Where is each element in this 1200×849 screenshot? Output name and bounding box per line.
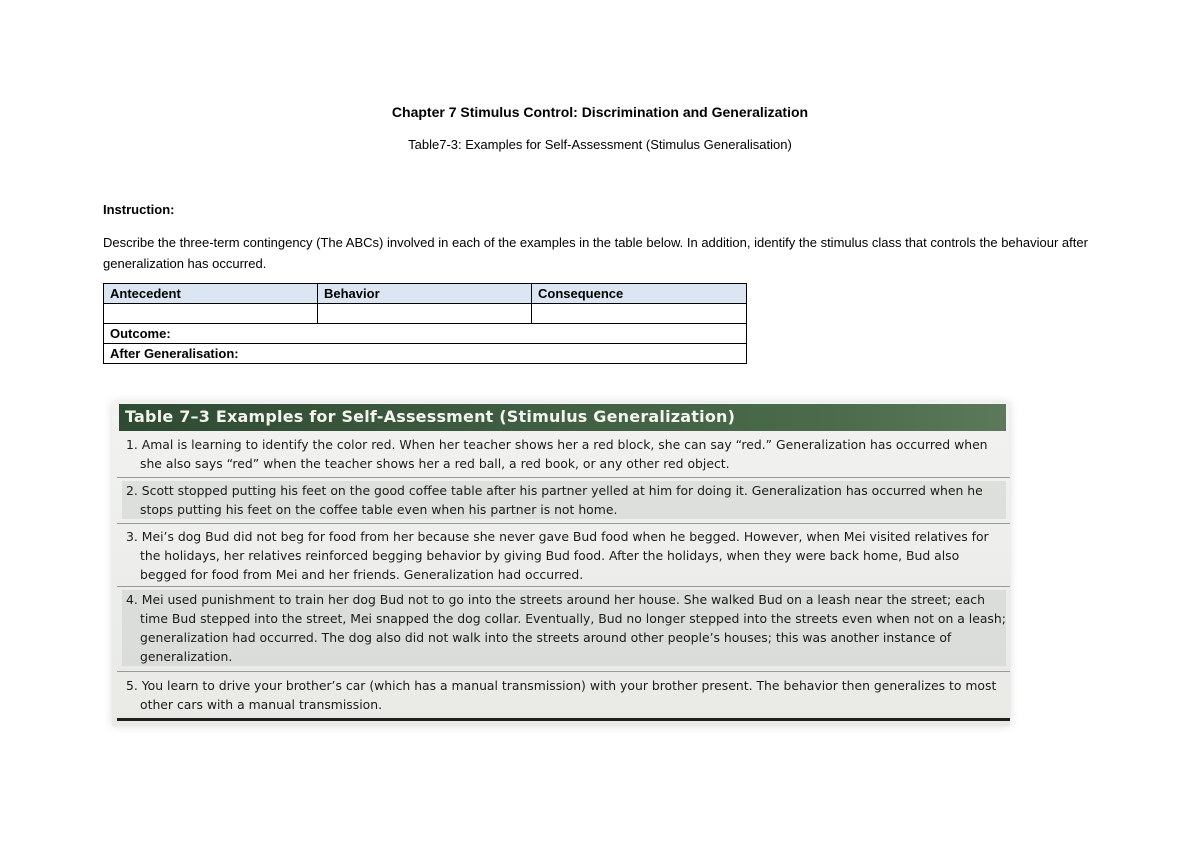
header-antecedent: Antecedent [104, 284, 318, 304]
after-generalisation-label[interactable]: After Generalisation: [104, 344, 747, 364]
example-item-2: 2. Scott stopped putting his feet on the good coffee table after his partner yelled at him for doing it. Generalization has occurred when he stops putting his feet on the coffee table even when his partner is not home. [122, 481, 1006, 519]
page-title: Chapter 7 Stimulus Control: Discrimination and Generalization [391, 104, 809, 120]
header-behavior: Behavior [318, 284, 532, 304]
item-divider [117, 523, 1010, 524]
abc-table-header-row [104, 284, 747, 304]
outcome-label[interactable]: Outcome: [104, 324, 747, 344]
example-item-4: 4. Mei used punishment to train her dog Bud not to go into the streets around her house. She walked Bud on a leash near the street; each time Bud stepped into the street, Mei snapped the dog collar. Eventually, Bud no longer stepped into the streets even when not on a leash; generalization had occurred. The dog also did not walk into the streets around other people’s houses; this was another instance of generalization. [122, 590, 1006, 666]
antecedent-cell[interactable] [104, 304, 318, 324]
scanned-table-header [119, 404, 1006, 431]
item-divider [117, 477, 1010, 478]
example-item-5: 5. You learn to drive your brother’s car (which has a manual transmission) with your brother present. The behavior then generalizes to most other cars with a manual transmission. [126, 678, 997, 712]
scanned-table-bottom-rule [117, 718, 1010, 721]
after-generalisation-row [104, 344, 747, 364]
behavior-cell[interactable] [318, 304, 532, 324]
consequence-cell[interactable] [532, 304, 747, 324]
instruction-heading: Instruction: [103, 202, 175, 217]
outcome-row [104, 324, 747, 344]
item-divider [117, 586, 1010, 587]
header-consequence: Consequence [532, 284, 747, 304]
scanned-table-title: Table 7–3 Examples for Self-Assessment (Stimulus Generalization) [125, 407, 736, 426]
abc-table [103, 283, 747, 364]
scanned-table-image [112, 402, 1010, 726]
instruction-text: Describe the three-term contingency (The ABCs) involved in each of the examples in the table below. In addition, identify the stimulus class that controls the behaviour after generalization has occurred. [103, 235, 1088, 271]
page-subtitle: Table7-3: Examples for Self-Assessment (Stimulus Generalisation) [408, 137, 792, 152]
example-item-1: 1. Amal is learning to identify the color red. When her teacher shows her a red block, she can say “red.” Generalization has occurred when she also says “red” when the teacher shows her a red ball, a red book, or any other red object. [126, 437, 988, 471]
abc-table-empty-row [104, 304, 747, 324]
item-divider [117, 671, 1010, 672]
example-item-3: 3. Mei’s dog Bud did not beg for food from her because she never gave Bud food when he begged. However, when Mei visited relatives for the holidays, her relatives reinforced begging behavior by giving Bud food. After the holidays, when they were back home, Bud also begged for food from Mei and her friends. Generalization had occurred. [126, 529, 989, 582]
